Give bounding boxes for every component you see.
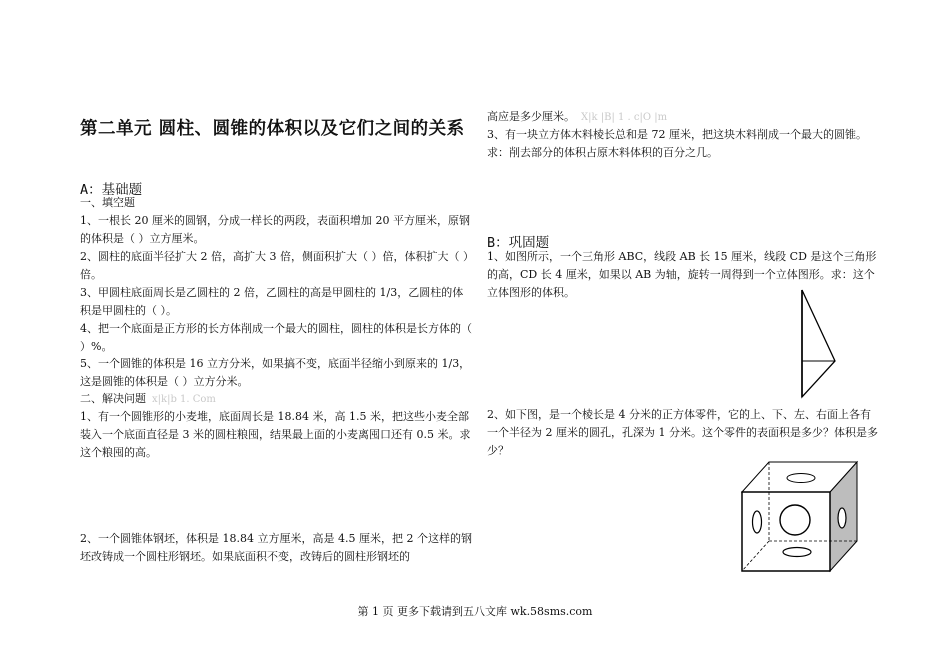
question-3: 3、甲圆柱底面周长是乙圆柱的 2 倍，乙圆柱的高是甲圆柱的 1/3，乙圆柱的体积是甲圆柱的（ ）。 (80, 286, 464, 317)
part-one-heading: 一、填空题 (80, 196, 135, 209)
watermark-text-2: X|k |B| 1 . c|O |m (581, 112, 668, 123)
section-a-heading: A：基础题 (80, 182, 143, 198)
question-5: 5、一个圆锥的体积是 16 立方分米，如果搞不变，底面半径缩小到原来的 1/3，这是圆锥的体积是（ ）立方分米。 (80, 357, 471, 388)
problem-1: 1、有一个圆锥形的小麦堆，底面周长是 18.84 米，高 1.5 米，把这些小麦全部装入一个底面直径是 3 米的圆柱粮囤，结果最上面的小麦离囤口还有 0.5 米。求这个粮囤的高。 (80, 410, 471, 459)
question-2: 2、圆柱的底面半径扩大 2 倍，高扩大 3 倍，侧面积扩大（ ）倍，体积扩大（ ）倍。 (80, 250, 469, 281)
cube-with-holes-diagram (735, 458, 865, 573)
problem-3: 3、有一块立方体木料棱长总和是 72 厘米，把这块木料削成一个最大的圆锥。求：削去部分的体积占原木料体积的百分之几。 (487, 128, 867, 159)
problem-2: 2、一个圆锥体钢坯，体积是 18.84 立方厘米，高是 4.5 厘米，把 2 个这样的钢坯改铸成一个圆柱形钢坯。如果底面积不变，改铸后的圆柱形钢坯的 (80, 532, 472, 563)
problem-2-continued (487, 108, 667, 127)
problem-2-tail: 高应是多少厘米。 (487, 110, 575, 123)
triangle-diagram (795, 287, 845, 399)
part-two-heading (80, 390, 216, 409)
b-problem-2: 2、如下图，是一个棱长是 4 分米的正方体零件，它的上、下、左、右面上各有一个半径为 2 厘米的圆孔，孔深为 1 分米。这个零件的表面积是多少？体积是多少？ (487, 408, 878, 457)
question-4: 4、把一个底面是正方形的长方体削成一个最大的圆柱，圆柱的体积是长方体的（ ）%。 (80, 322, 472, 353)
part-two-label: 二、解决问题 (80, 392, 146, 405)
question-1: 1、一根长 20 厘米的圆钢，分成一样长的两段，表面积增加 20 平方厘米，原钢的体积是（ ）立方厘米。 (80, 214, 470, 245)
b-problem-1: 1、如图所示，一个三角形 ABC，线段 AB 长 15 厘米，线段 CD 是这个三角形的高，CD 长 4 厘米，如果以 AB 为轴，旋转一周得到一个立体图形。求：这个立体图形的体积。 (487, 250, 877, 299)
page-title: 第二单元 圆柱、圆锥的体积以及它们之间的关系 (80, 119, 465, 139)
section-b-heading: B：巩固题 (487, 235, 550, 251)
page-footer: 第 1 页 更多下载请到五八文库 wk.58sms.com (357, 605, 593, 618)
watermark-text: x|k|b 1. Com (152, 394, 216, 405)
